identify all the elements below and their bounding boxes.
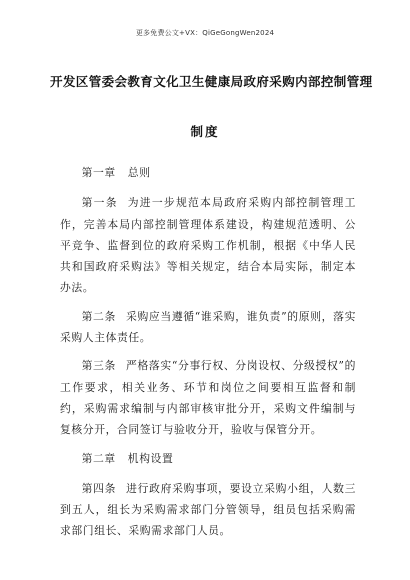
- chapter-label: 第二章: [81, 451, 116, 465]
- article-label: 第二条: [81, 309, 116, 323]
- article-label: 第三条: [81, 359, 116, 373]
- chapter-heading: [60, 448, 356, 469]
- article-label: 第四条: [81, 481, 117, 495]
- chapter-name: 总则: [127, 166, 151, 179]
- document-title: 开发区管委会教育文化卫生健康局政府采购内部控制管理: [50, 74, 373, 89]
- article-text: 严格落实“分事行权、分岗设权、分级授权”的工作要求，相关业务、环节和岗位之间要相互监督和制约，采购需求编制与内部审核审批分开，采购文件编制与复核分开，合同签订与验收分开，验收与保管分开。: [60, 359, 356, 437]
- article-paragraph: [60, 478, 356, 542]
- article-paragraph: [60, 306, 356, 349]
- chapter-heading: [60, 162, 356, 183]
- article-text: 为进一步规范本局政府采购内部控制管理工作，完善本局内部控制管理体系建设，构建规范透明、公平竞争、监督到位的政府采购工作机制，根据《中华人民共和国政府采购法》等相关规定，结合本局实际，制定本办法。: [60, 196, 356, 295]
- article-text: 采购应当遵循“谁采购，谁负责”的原则，落实采购人主体责任。: [60, 309, 356, 345]
- document-title-continued: 制度: [190, 124, 220, 139]
- header-note: 更多免费公文+VX：QiGeGongWen2024: [135, 29, 275, 37]
- document-body: [60, 162, 356, 549]
- article-paragraph: [60, 355, 356, 440]
- article-text: 进行政府采购事项，要设立采购小组，人数三到五人，组长为采购需求部门分管领导，组员包括采购需求部门组长、采购需求部门人员。: [60, 481, 356, 538]
- chapter-name: 机构设置: [127, 451, 174, 465]
- chapter-label: 第一章: [81, 166, 116, 179]
- article-label: 第一条: [81, 196, 118, 210]
- article-paragraph: [60, 192, 356, 298]
